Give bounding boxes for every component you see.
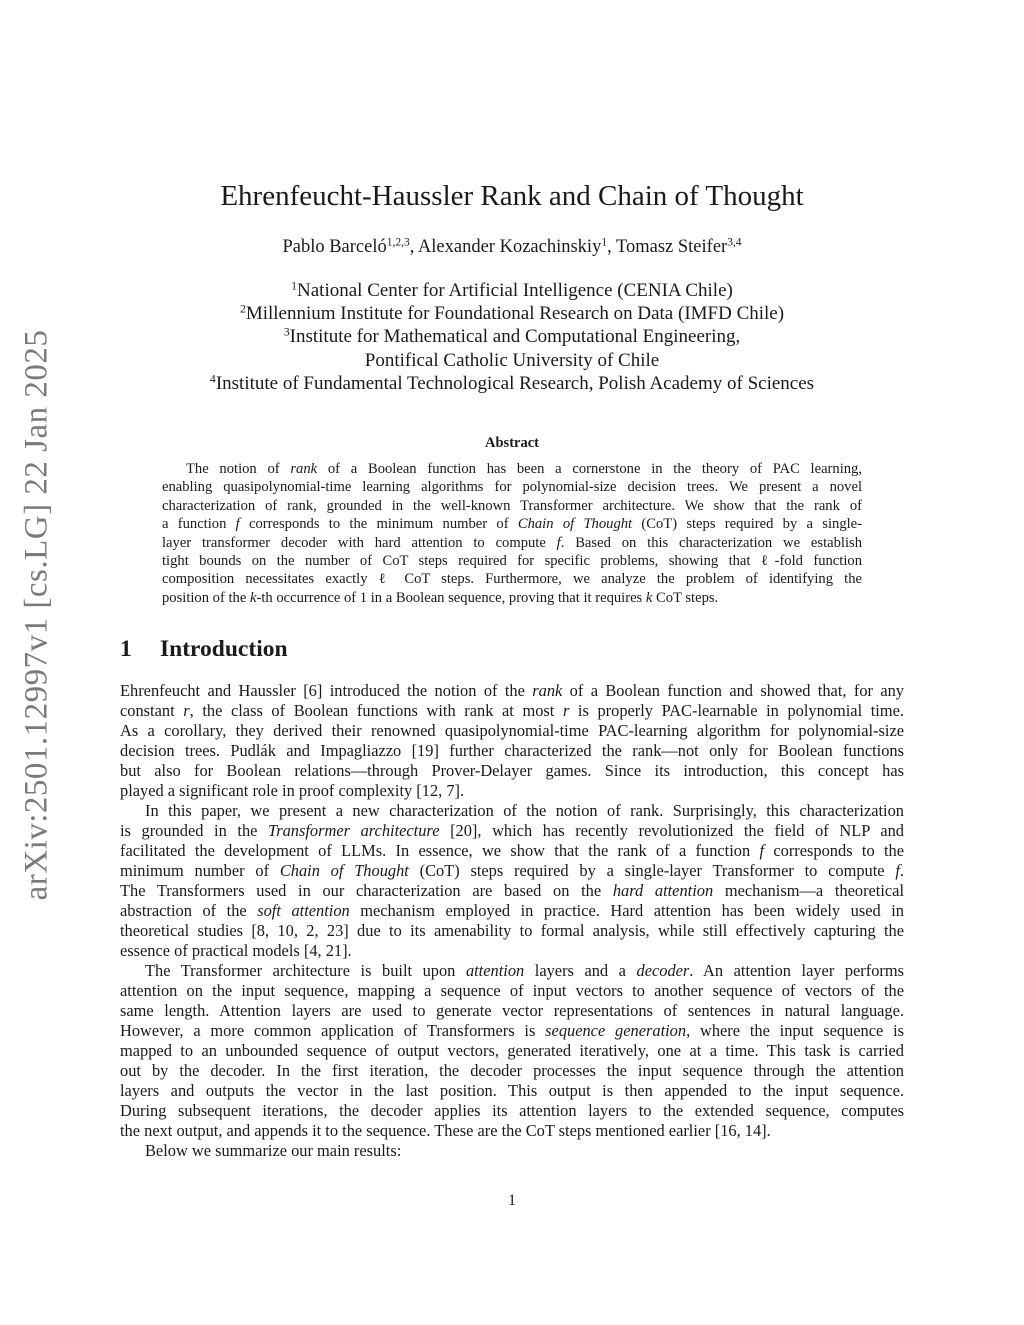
- affiliation: $^3$Institute for Mathematical and Computational Engineering, Pontifical Catholic University of Chile: [283, 325, 741, 371]
- author-name: Pablo Barceló: [282, 237, 387, 257]
- affiliation: $^1$National Center for Artificial Intelligence (CENIA Chile): [291, 279, 733, 301]
- paragraph: The Transformer architecture is built upon attention layers and a decoder. An attention layer performs attention on the input sequence, mapping a sequence of input vectors to another sequence of vectors of the same length. Attention layers are used to generate vector representations of sentences in natural language. However, a more common application of Transformers is sequence generation, where the input sequence is mapped to an unbounded sequence of output vectors, generated iteratively, one at a time. This task is carried out by the decoder. In the first iteration, the decoder processes the input sequence through the attention layers and outputs the vector in the last position. This output is then appended to the input sequence. During subsequent iterations, the decoder applies its attention layers to the extended sequence, computes the next output, and appends it to the sequence. These are the CoT steps mentioned earlier [16, 14].: [120, 961, 905, 1140]
- author-list: Pablo Barceló$^{1,2,3}$, Alexander Kozachinskiy$^1$, Tomasz Steifer$^{3,4}$: [282, 236, 742, 257]
- arxiv-identifier-stamp: [12, 325, 62, 905]
- author-name: Tomasz Steifer: [615, 237, 728, 257]
- author-affiliation-marker: 3,4: [727, 236, 742, 249]
- paragraph: Below we summarize our main results:: [145, 1141, 402, 1160]
- author-affiliation-marker: 1,2,3: [386, 236, 410, 249]
- paper-title: Ehrenfeucht-Haussler Rank and Chain of Thought: [220, 180, 804, 212]
- author-affiliation-marker: 1: [601, 236, 608, 249]
- affiliation: $^2$Millennium Institute for Foundational Research on Data (IMFD Chile): [239, 302, 785, 324]
- affiliation: $^4$Institute of Fundamental Technological Research, Polish Academy of Sciences: [209, 372, 815, 394]
- abstract-body: The notion of rank of a Boolean function has been a cornerstone in the theory of PAC learning, enabling quasipolynomial-time learning algorithms for polynomial-size decision trees. We present a novel characterization of rank, grounded in the well-known Transformer architecture. We show that the rank of a function f corresponds to the minimum number of Chain of Thought (CoT) steps required by a single- layer transformer decoder with hard attention to compute f. Based on this characterization we establish tight bounds on the number of CoT steps required for specific problems, showing that ℓ-fold function composition necessitates exactly ℓ CoT steps. Furthermore, we analyze the problem of identifying the position of the k-th occurrence of 1 in a Boolean sequence, proving that it requires k CoT steps.: [162, 461, 863, 606]
- paragraph: In this paper, we present a new characterization of the notion of rank. Surprisingly, this characterization is grounded in the Transformer architecture [20], which has recently revolutionized the field of NLP and facilitated the development of LLMs. In essence, we show that the rank of a function f corresponds to the minimum number of Chain of Thought (CoT) steps required by a single-layer Transformer to compute f. The Transformers used in our characterization are based on the hard attention mechanism—a theoretical abstraction of the soft attention mechanism employed in practice. Hard attention has been widely used in theoretical studies [8, 10, 2, 23] due to its amenability to formal analysis, while still effectively capturing the essence of practical models [4, 21].: [120, 801, 905, 960]
- paragraph: Ehrenfeucht and Haussler [6] introduced the notion of the rank of a Boolean function and showed that, for any constant r, the class of Boolean functions with rank at most r is properly PAC-learnable in polynomial time. As a corollary, they derived their renowned quasipolynomial-time PAC-learning algorithm for polynomial-size decision trees. Pudlák and Impagliazzo [19] further characterized the rank—not only for Boolean functions but also for Boolean relations—through Prover-Delayer games. Since its introduction, this concept has played a significant role in proof complexity [12, 7].: [120, 681, 905, 800]
- section-heading: [120, 636, 288, 663]
- arxiv-stamp-text: arXiv:2501.12997v1 [cs.LG] 22 Jan 2025: [18, 329, 55, 901]
- author-name: Alexander Kozachinskiy: [417, 237, 602, 257]
- section-number: 1: [120, 636, 132, 662]
- abstract-heading: Abstract: [485, 435, 539, 451]
- section-title: Introduction: [160, 636, 288, 662]
- page-number: 1: [508, 1192, 516, 1209]
